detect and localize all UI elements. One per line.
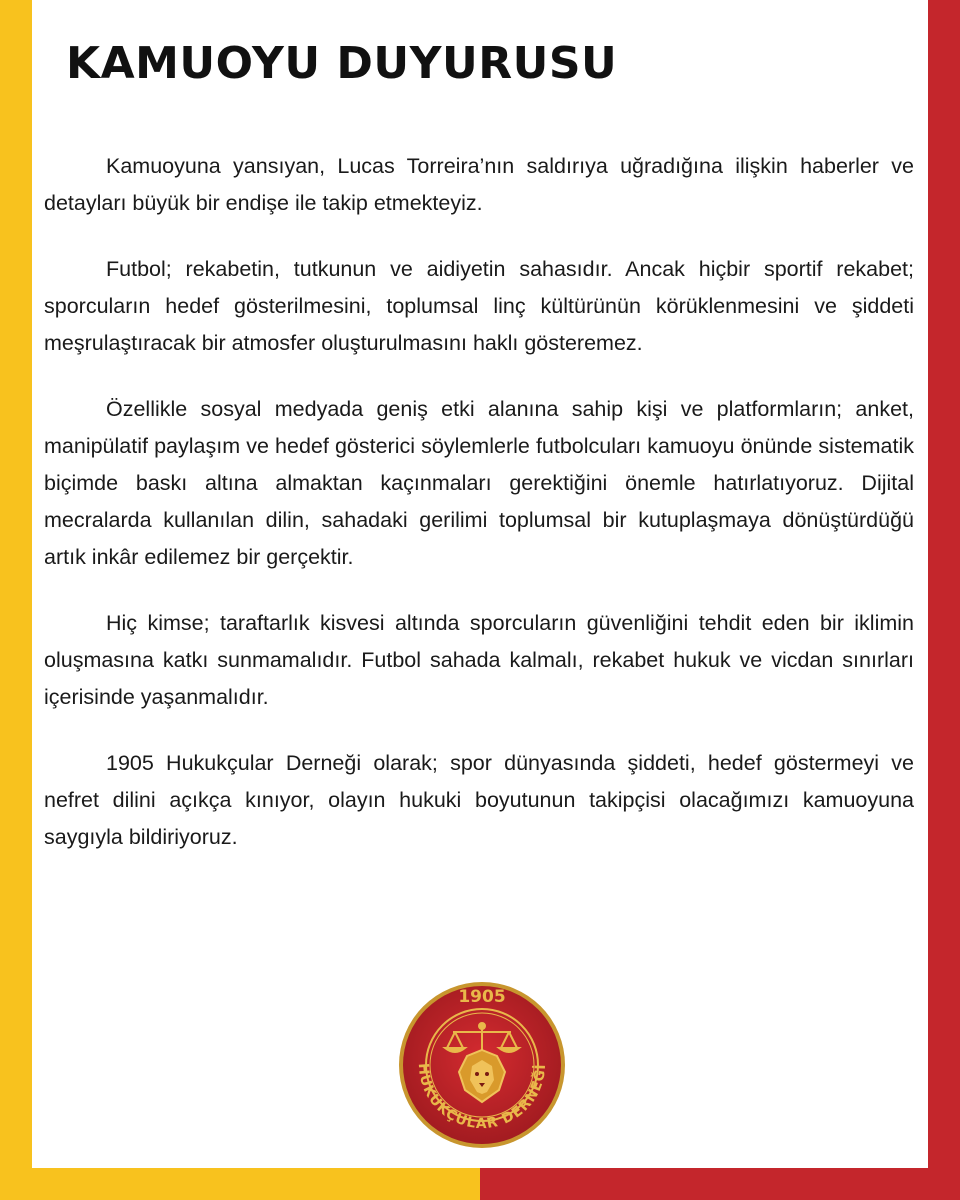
- yellow-border-bottom: [0, 1168, 480, 1200]
- red-border-right: [928, 0, 960, 1200]
- seal-name: HUKUKÇULAR DERNEĞİ: [414, 1062, 550, 1133]
- red-border-bottom: [480, 1168, 960, 1200]
- paragraph: Hiç kimse; taraftarlık kisvesi altında sporcuların güvenliğini tehdit eden bir iklimin oluşmasına katkı sunmamalıdır. Futbol sahada kalmalı, rekabet hukuk ve vicdan sınırları içerisinde yaşanmalıdır.: [44, 611, 914, 709]
- association-seal-logo: [397, 980, 567, 1150]
- paragraph: Futbol; rekabetin, tutkunun ve aidiyetin sahasıdır. Ancak hiçbir sportif rekabet; sporcuların hedef gösterilmesini, toplumsal linç kültürünün körüklenmesini ve şiddeti meşrulaştıracak bir atmosfer oluşturulmasını haklı gösteremez.: [44, 257, 914, 355]
- seal-year: 1905: [458, 987, 506, 1007]
- paragraph: Kamuoyuna yansıyan, Lucas Torreira’nın saldırıya uğradığına ilişkin haberler ve detayları büyük bir endişe ile takip etmekteyiz.: [44, 154, 914, 215]
- paragraph: 1905 Hukukçular Derneği olarak; spor dünyasında şiddeti, hedef göstermeyi ve nefret dilini açıkça kınıyor, olayın hukuki boyutunun takipçisi olacağımızı kamuoyuna saygıyla bildiriyoruz.: [44, 751, 914, 849]
- page-title: KAMUOYU DUYURUSU: [66, 38, 618, 89]
- announcement-body: [44, 148, 914, 856]
- yellow-border-left: [0, 0, 32, 1200]
- paragraph: Özellikle sosyal medyada geniş etki alanına sahip kişi ve platformların; anket, manipülatif paylaşım ve hedef gösterici söylemlerle futbolcuları kamuoyu önünde sistematik biçimde baskı altına almaktan kaçınmaları gerektiğini önemle hatırlatıyoruz. Dijital mecralarda kullanılan dilin, sahadaki gerilimi toplumsal bir kutuplaşmaya dönüştürdüğü artık inkâr edilemez bir gerçektir.: [44, 397, 914, 569]
